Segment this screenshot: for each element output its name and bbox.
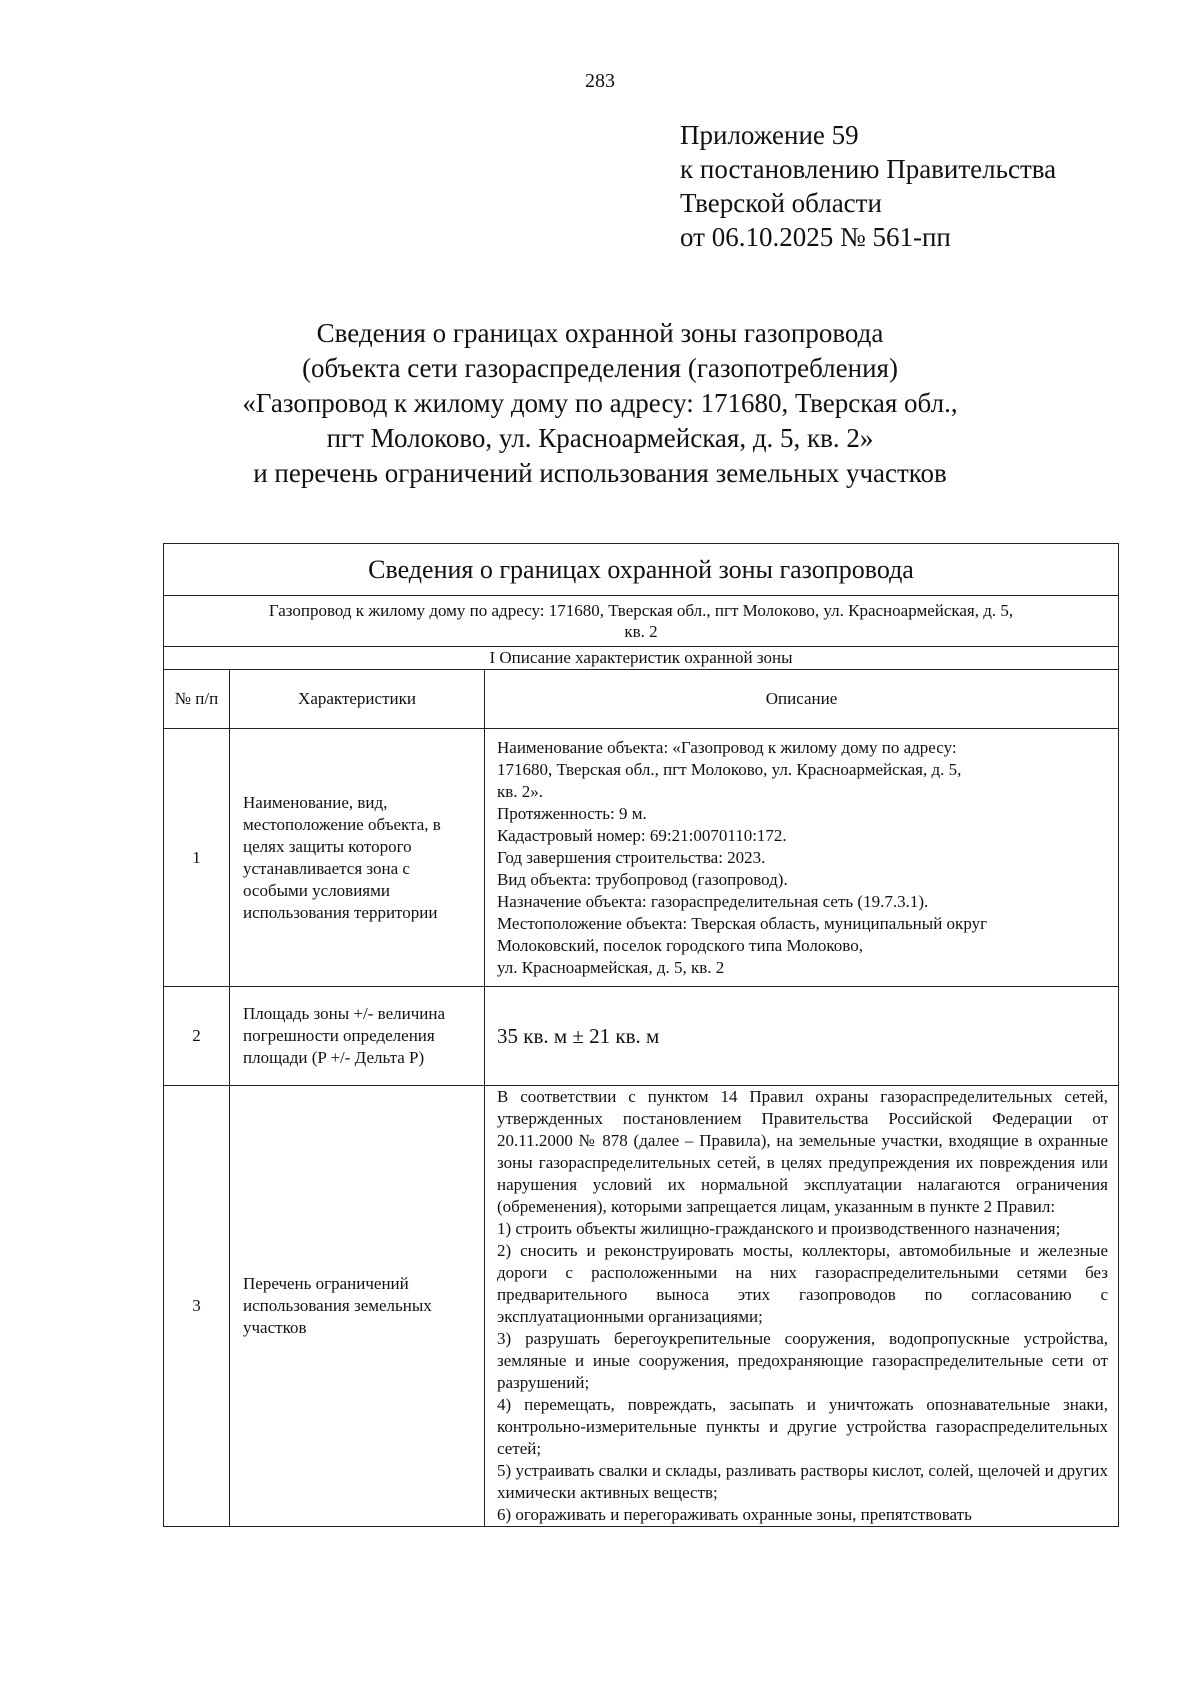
annex-line-3: Тверской области <box>680 188 882 218</box>
description-line: Назначение объекта: газораспределительная сеть (19.7.3.1). <box>497 891 929 911</box>
restriction-paragraph: 4) перемещать, повреждать, засыпать и уничтожать опознавательные знаки, контрольно-измерительные пункты и другие устройства газораспределительных сетей; <box>497 1395 1108 1458</box>
page-number: 283 <box>585 70 615 92</box>
restrictions-text <box>485 1086 1119 1527</box>
annex-header <box>680 118 1056 254</box>
title-line-1: Сведения о границах охранной зоны газопровода <box>316 318 884 348</box>
description-line: Год завершения строительства: 2023. <box>497 847 766 867</box>
restriction-paragraph: 6) огораживать и перегораживать охранные зоны, препятствовать <box>497 1505 972 1524</box>
table-row <box>164 729 1119 987</box>
restriction-paragraph: 1) строить объекты жилищно-гражданского и производственного назначения; <box>497 1219 1061 1238</box>
description-line: 171680, Тверская обл., пгт Молоково, ул. Красноармейская, д. 5, <box>497 759 962 779</box>
column-header-num: № п/п <box>164 670 230 729</box>
zone-area-value: 35 кв. м ± 21 кв. м <box>485 987 1119 1086</box>
column-header-description: Описание <box>485 670 1119 729</box>
description-line: Кадастровый номер: 69:21:0070110:172. <box>497 825 787 845</box>
row-characteristic: Площадь зоны +/- величина погрешности определения площади (P +/- Дельта P) <box>230 987 485 1086</box>
annex-line-4: от 06.10.2025 № 561-пп <box>680 222 951 252</box>
row-number: 3 <box>164 1086 230 1527</box>
description-line: Вид объекта: трубопровод (газопровод). <box>497 869 788 889</box>
restriction-paragraph: 2) сносить и реконструировать мосты, коллекторы, автомобильные и железные дороги с расположенными на них газораспределительными сетями без предварительного выноса этих газопроводов по согласованию с эксплуатационными организациями; <box>497 1241 1108 1326</box>
description-line: Протяженность: 9 м. <box>497 803 647 823</box>
protection-zone-table <box>163 543 1119 1527</box>
section-title: I Описание характеристик охранной зоны <box>164 647 1119 670</box>
title-line-2: (объекта сети газораспределения (газопотребления) <box>302 353 898 383</box>
row-number: 1 <box>164 729 230 987</box>
annex-line-2: к постановлению Правительства <box>680 154 1057 184</box>
title-line-4: пгт Молоково, ул. Красноармейская, д. 5, кв. 2» <box>326 423 874 453</box>
object-name-line-1: Газопровод к жилому дому по адресу: 171680, Тверская обл., пгт Молоково, ул. Красноармейская, д. 5, <box>268 601 1014 620</box>
row-characteristic: Наименование, вид, местоположение объекта, в целях защиты которого устанавливается зона с особыми условиями использования территории <box>230 729 485 987</box>
description-line: Молоковский, поселок городского типа Молоково, <box>497 935 863 955</box>
document-title <box>0 316 1200 491</box>
table-heading-row <box>164 544 1119 596</box>
table-row <box>164 987 1119 1086</box>
object-name-line-2: кв. 2 <box>624 622 658 641</box>
column-header-row <box>164 670 1119 729</box>
row-characteristic: Перечень ограничений использования земельных участков <box>230 1086 485 1527</box>
description-line: Местоположение объекта: Тверская область, муниципальный округ <box>497 913 988 933</box>
description-line: Наименование объекта: «Газопровод к жилому дому по адресу: <box>497 737 957 757</box>
restriction-paragraph: 5) устраивать свалки и склады, разливать растворы кислот, солей, щелочей и других химически активных веществ; <box>497 1461 1108 1502</box>
title-line-3: «Газопровод к жилому дому по адресу: 171680, Тверская обл., <box>242 388 958 418</box>
restriction-paragraph: 3) разрушать берегоукрепительные сооружения, водопропускные устройства, земляные и иные сооружения, предохраняющие газораспределительные сети от разрушений; <box>497 1329 1108 1392</box>
description-line: кв. 2». <box>497 781 544 801</box>
row-description <box>485 729 1119 987</box>
column-header-characteristics: Характеристики <box>230 670 485 729</box>
row-number: 2 <box>164 987 230 1086</box>
title-line-5: и перечень ограничений использования земельных участков <box>253 458 947 488</box>
object-name-row <box>164 596 1119 647</box>
table-row <box>164 1086 1119 1527</box>
restriction-paragraph: В соответствии с пунктом 14 Правил охраны газораспределительных сетей, утвержденных постановлением Правительства Российской Федерации от 20.11.2000 № 878 (далее – Правила), на земельные участки, входящие в охранные зоны газораспределительных сетей, в целях предупреждения их повреждения или нарушения условий их нормальной эксплуатации налагаются ограничения (обременения), которыми запрещается лицам, указанным в пункте 2 Правил: <box>497 1087 1108 1216</box>
section-row <box>164 647 1119 670</box>
object-name-cell <box>164 596 1119 647</box>
description-line: ул. Красноармейская, д. 5, кв. 2 <box>497 957 725 977</box>
annex-line-1: Приложение 59 <box>680 120 859 150</box>
table-heading: Сведения о границах охранной зоны газопровода <box>164 544 1119 596</box>
